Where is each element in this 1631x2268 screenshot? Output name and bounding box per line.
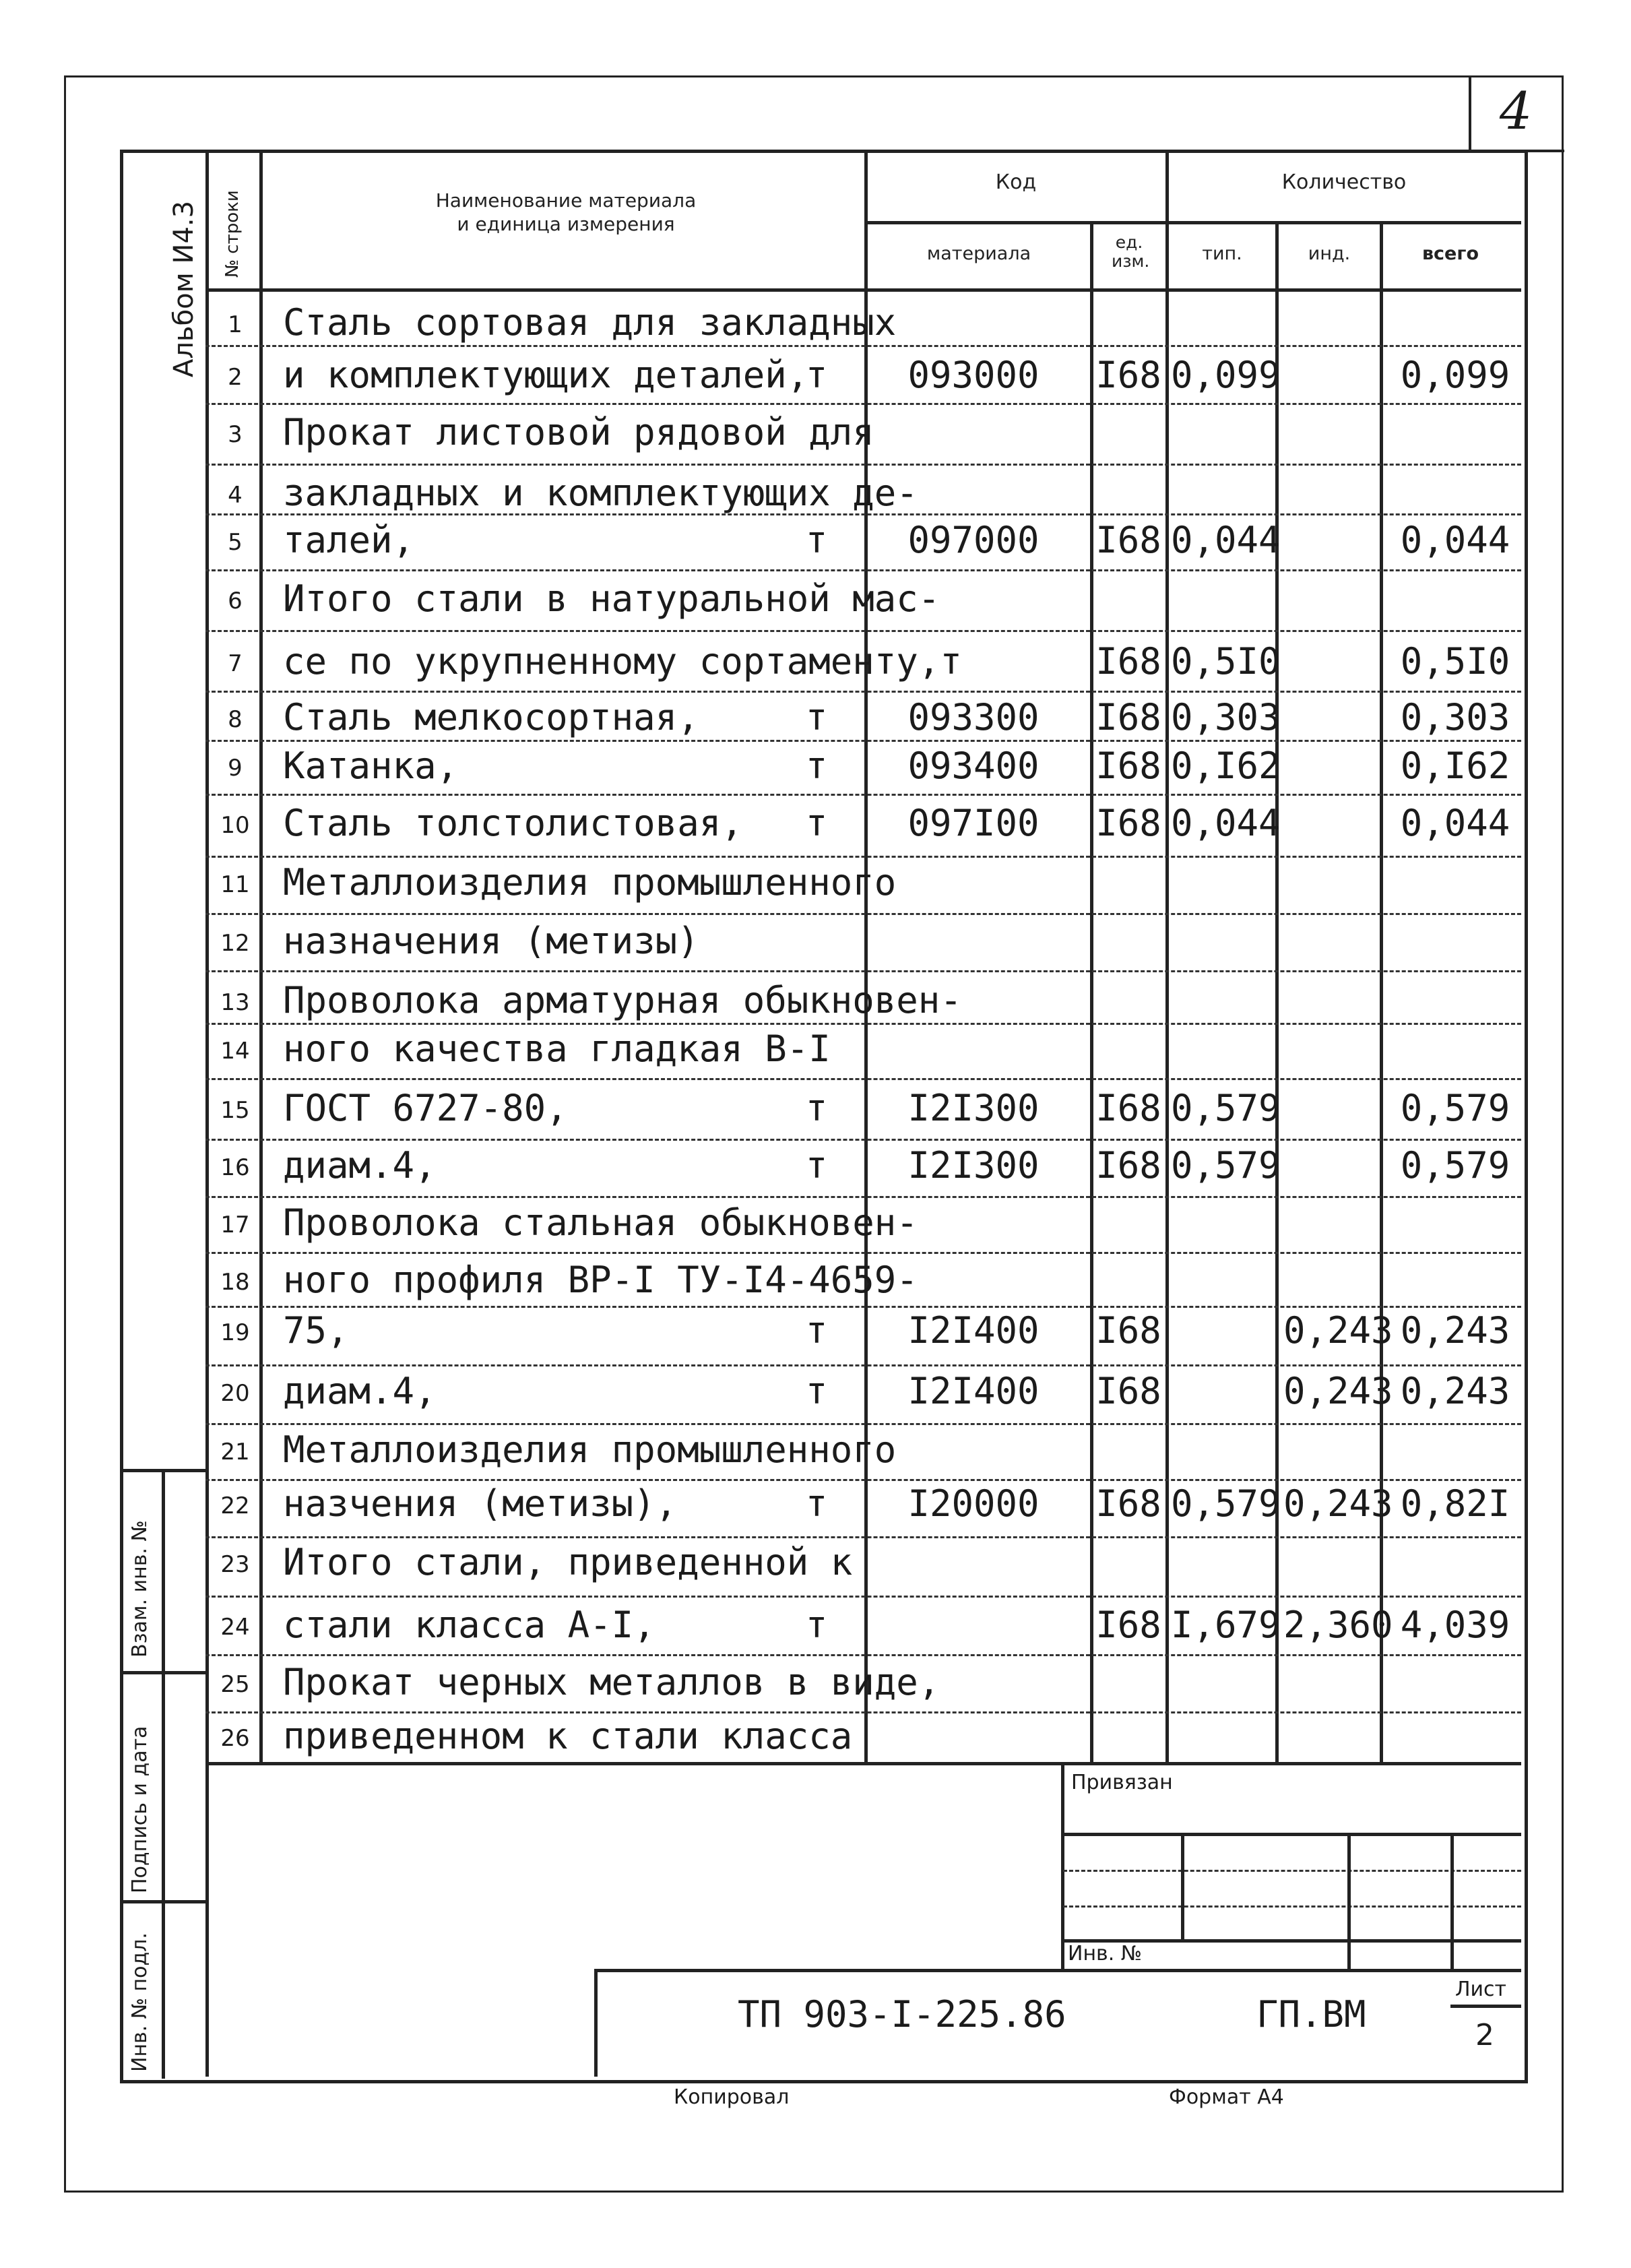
row-number: 26	[220, 1725, 250, 1752]
row-total: 0,044	[1400, 802, 1510, 844]
row-total: 0,243	[1400, 1309, 1510, 1352]
row-unit: т	[805, 1087, 828, 1129]
row-total: 0,303	[1400, 696, 1510, 738]
row-code: 093300	[907, 696, 1040, 738]
row-code: I2I400	[907, 1309, 1040, 1352]
table-row	[0, 861, 1631, 905]
row-separator	[205, 1479, 1521, 1481]
row-separator	[205, 1252, 1521, 1254]
table-row	[0, 640, 1631, 684]
row-separator	[205, 1078, 1521, 1080]
header-code-group: Код	[995, 170, 1037, 194]
row-name: назначения (метизы)	[283, 920, 699, 962]
row-tip: I,679	[1171, 1604, 1281, 1646]
table-row	[0, 472, 1631, 515]
table-row	[0, 802, 1631, 846]
side-stamp-inv-podl: Инв. № подл.	[128, 1932, 152, 2072]
row-name: Итого стали в натуральной мас-	[283, 577, 940, 620]
row-code: 093000	[907, 354, 1040, 396]
stamp-line	[1181, 1833, 1184, 1941]
row-separator	[205, 856, 1521, 858]
row-separator	[205, 1023, 1521, 1025]
row-ed: I68	[1095, 1370, 1161, 1412]
row-separator	[205, 970, 1521, 972]
side-stamp-vzam: Взам. инв. №	[128, 1520, 152, 1658]
row-number: 13	[220, 989, 250, 1016]
row-separator	[205, 569, 1521, 571]
row-number: 10	[220, 812, 250, 839]
row-tip: 0,044	[1171, 802, 1281, 844]
row-ed: I68	[1095, 745, 1161, 787]
row-tip: 0,579	[1171, 1087, 1281, 1129]
row-separator	[205, 630, 1521, 632]
row-code: I2I300	[907, 1144, 1040, 1187]
stamp-line	[594, 1969, 598, 2077]
row-total: 0,579	[1400, 1087, 1510, 1129]
row-unit: т	[805, 519, 828, 561]
row-ind: 0,243	[1283, 1370, 1393, 1412]
row-ed: I68	[1095, 1087, 1161, 1129]
row-unit: т	[805, 1370, 828, 1412]
table-row	[0, 1144, 1631, 1188]
table-row	[0, 1715, 1631, 1759]
row-tip: 0,I62	[1171, 745, 1281, 787]
header-qty-total: всего	[1421, 243, 1479, 264]
header-code-material: материала	[926, 243, 1031, 264]
row-total: 0,5I0	[1400, 640, 1510, 683]
row-name: Итого стали, приведенной к	[283, 1541, 853, 1583]
row-number: 9	[228, 755, 243, 782]
row-ed: I68	[1095, 696, 1161, 738]
page-number: 4	[1499, 81, 1533, 141]
header-qty-ind: инд.	[1308, 243, 1351, 264]
row-separator	[205, 403, 1521, 405]
row-name: закладных и комплектующих де-	[283, 472, 918, 514]
row-tip: 0,5I0	[1171, 640, 1281, 683]
table-row	[0, 1201, 1631, 1245]
row-code: I2I400	[907, 1370, 1040, 1412]
row-ed: I68	[1095, 1309, 1161, 1352]
row-unit: т	[805, 1482, 828, 1525]
row-unit: т	[805, 1144, 828, 1187]
row-unit: т	[805, 354, 828, 396]
table-row	[0, 745, 1631, 788]
row-ed: I68	[1095, 1482, 1161, 1525]
album-label: Альбом И4.3	[168, 200, 199, 377]
stamp-doc-mark: ГП.ВМ	[1256, 1993, 1366, 2036]
row-separator	[205, 464, 1521, 466]
table-row	[0, 1370, 1631, 1414]
row-name: и комплектующих деталей,	[283, 354, 809, 396]
side-stamp-podpis: Подпись и дата	[128, 1726, 152, 1893]
table-row	[0, 301, 1631, 345]
row-separator	[205, 740, 1521, 742]
row-number: 18	[220, 1269, 250, 1296]
stamp-line	[594, 1969, 1521, 1972]
row-number: 3	[228, 421, 243, 448]
row-unit: т	[805, 696, 828, 738]
row-separator	[205, 1364, 1521, 1366]
row-name: Сталь сортовая для закладных	[283, 301, 897, 344]
stamp-sheet-label: Лист	[1455, 1978, 1507, 2001]
row-name: Прокат листовой рядовой для	[283, 411, 874, 453]
row-ind: 2,360	[1283, 1604, 1393, 1646]
table-row	[0, 1259, 1631, 1302]
stamp-doc-code: ТП 903-I-225.86	[738, 1993, 1066, 2036]
row-separator	[205, 1654, 1521, 1656]
row-name: ного профиля ВР-I ТУ-I4-4659-	[283, 1259, 918, 1301]
side-stamp-line	[120, 1900, 207, 1903]
stamp-privyazan: Привязан	[1071, 1771, 1173, 1794]
row-name: ГОСТ 6727-80,	[283, 1087, 568, 1129]
row-name: Сталь мелкосортная,	[283, 696, 699, 738]
row-name: Катанка,	[283, 745, 459, 787]
row-total: 4,039	[1400, 1604, 1510, 1646]
table-row	[0, 1428, 1631, 1472]
row-total: 0,044	[1400, 519, 1510, 561]
table-row	[0, 1661, 1631, 1705]
row-name: се по укрупненному сортаменту,т	[283, 640, 962, 683]
header-name: Наименование материала и единица измерения	[435, 189, 697, 235]
row-name: 75,	[283, 1309, 349, 1352]
row-separator	[205, 913, 1521, 915]
row-separator	[205, 1536, 1521, 1538]
row-separator	[205, 345, 1521, 347]
stamp-sheet-number: 2	[1475, 2018, 1494, 2052]
row-name: назчения (метизы),	[283, 1482, 678, 1525]
header-code-unit: ед. изм.	[1112, 232, 1150, 271]
row-name: Металлоизделия промышленного	[283, 1428, 897, 1471]
row-unit: т	[805, 1309, 828, 1352]
table-row	[0, 354, 1631, 398]
row-tip: 0,579	[1171, 1482, 1281, 1525]
table-row	[0, 1309, 1631, 1353]
row-name: Проволока арматурная обыкновен-	[283, 979, 962, 1021]
row-tip: 0,044	[1171, 519, 1281, 561]
header-line	[864, 221, 1521, 224]
row-code: 097000	[907, 519, 1040, 561]
row-total: 0,099	[1400, 354, 1510, 396]
row-number: 24	[220, 1614, 250, 1641]
row-separator	[205, 691, 1521, 693]
table-row	[0, 411, 1631, 455]
table-row	[0, 1604, 1631, 1647]
row-number: 22	[220, 1492, 250, 1519]
row-tip: 0,579	[1171, 1144, 1281, 1187]
row-number: 4	[228, 482, 243, 509]
row-ed: I68	[1095, 354, 1161, 396]
row-ed: I68	[1095, 519, 1161, 561]
row-number: 19	[220, 1319, 250, 1346]
row-code: 093400	[907, 745, 1040, 787]
table-row	[0, 1541, 1631, 1585]
table-row	[0, 979, 1631, 1023]
footer-format: Формат А4	[1169, 2085, 1284, 2109]
row-name: ного качества гладкая В-I	[283, 1028, 831, 1070]
row-separator	[205, 1306, 1521, 1308]
table-row	[0, 577, 1631, 621]
row-number: 6	[228, 588, 243, 615]
stamp-line	[1061, 1762, 1521, 1765]
row-code: I20000	[907, 1482, 1040, 1525]
header-row-no: № строки	[222, 190, 243, 278]
row-ed: I68	[1095, 1604, 1161, 1646]
row-ed: I68	[1095, 640, 1161, 683]
row-total: 0,82I	[1400, 1482, 1510, 1525]
row-total: 0,579	[1400, 1144, 1510, 1187]
row-tip: 0,099	[1171, 354, 1281, 396]
row-unit: т	[805, 1604, 828, 1646]
row-name: диам.4,	[283, 1144, 437, 1187]
row-name: Металлоизделия промышленного	[283, 861, 897, 904]
row-separator	[205, 1423, 1521, 1425]
row-code: I2I300	[907, 1087, 1040, 1129]
stamp-inv-no: Инв. №	[1068, 1942, 1143, 1965]
table-row	[0, 920, 1631, 964]
row-number: 14	[220, 1038, 250, 1065]
row-ind: 0,243	[1283, 1309, 1393, 1352]
row-number: 23	[220, 1551, 250, 1578]
row-number: 5	[228, 529, 243, 556]
row-name: диам.4,	[283, 1370, 437, 1412]
table-row	[0, 1028, 1631, 1071]
row-ed: I68	[1095, 1144, 1161, 1187]
row-number: 1	[228, 311, 243, 338]
row-number: 25	[220, 1671, 250, 1698]
row-name: талей,	[283, 519, 415, 561]
row-name: Прокат черных металлов в виде,	[283, 1661, 940, 1703]
row-number: 20	[220, 1380, 250, 1407]
row-separator	[205, 1196, 1521, 1198]
row-number: 2	[228, 364, 243, 391]
header-qty-group: Количество	[1281, 170, 1407, 194]
row-name: стали класса А-I,	[283, 1604, 655, 1646]
row-name: Сталь толстолистовая,	[283, 802, 743, 844]
stamp-line	[1347, 1833, 1351, 1971]
table-row	[0, 519, 1631, 563]
table-row	[0, 696, 1631, 740]
row-number: 21	[220, 1439, 250, 1466]
header-line	[205, 288, 1521, 292]
row-separator	[205, 1139, 1521, 1141]
row-code: 097I00	[907, 802, 1040, 844]
row-separator	[205, 1711, 1521, 1713]
row-number: 17	[220, 1211, 250, 1238]
row-name: Проволока стальная обыкновен-	[283, 1201, 918, 1244]
header-qty-typ: тип.	[1202, 243, 1242, 264]
row-unit: т	[805, 802, 828, 844]
row-number: 12	[220, 930, 250, 957]
row-number: 8	[228, 706, 243, 733]
row-unit: т	[805, 745, 828, 787]
row-separator	[205, 794, 1521, 796]
table-row	[0, 1482, 1631, 1526]
row-total: 0,I62	[1400, 745, 1510, 787]
footer-copied: Копировал	[674, 2085, 790, 2109]
stamp-line	[1450, 2005, 1521, 2008]
row-ind: 0,243	[1283, 1482, 1393, 1525]
row-tip: 0,303	[1171, 696, 1281, 738]
row-number: 16	[220, 1154, 250, 1181]
stamp-line	[1450, 1833, 1454, 1971]
row-number: 11	[220, 871, 250, 898]
row-name: приведенном к стали класса	[283, 1715, 853, 1757]
row-number: 7	[228, 650, 243, 677]
row-total: 0,243	[1400, 1370, 1510, 1412]
row-number: 15	[220, 1097, 250, 1124]
row-ed: I68	[1095, 802, 1161, 844]
table-row	[0, 1087, 1631, 1131]
row-separator	[205, 1596, 1521, 1598]
